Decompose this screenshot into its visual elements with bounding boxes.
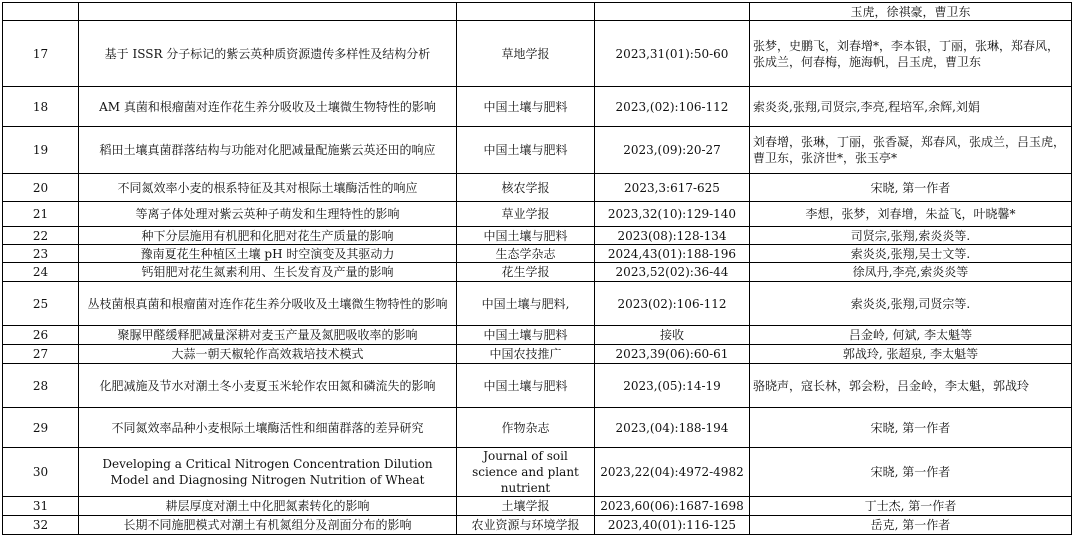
table-row	[3, 516, 1072, 535]
row-number-cell: 20	[3, 174, 79, 202]
table-row	[3, 282, 1072, 326]
table-row	[3, 364, 1072, 408]
authors-cell: 丁士杰, 第一作者	[750, 497, 1072, 516]
row-number-cell: 18	[3, 87, 79, 127]
row-number-cell: 21	[3, 202, 79, 227]
paper-title-cell: Developing a Critical Nitrogen Concentration Dilution Model and Diagnosing Nitrogen Nutrition of Wheat	[79, 448, 457, 497]
table-row	[3, 3, 1072, 21]
journal-cell: 农业资源与环境学报	[457, 516, 595, 535]
table-row	[3, 448, 1072, 497]
table-row	[3, 263, 1072, 282]
journal-cell: Journal of soil science and plant nutrient	[457, 448, 595, 497]
paper-title-cell: 基于 ISSR 分子标记的紫云英种质资源遗传多样性及结构分析	[79, 21, 457, 87]
authors-cell: 吕金岭, 何斌, 李太魁等	[750, 326, 1072, 345]
journal-cell: 中国土壤与肥料	[457, 227, 595, 245]
authors-cell: 索炎炎,张翔,司贤宗,李亮,程培军,余辉,刘娟	[750, 87, 1072, 127]
row-number-cell: 28	[3, 364, 79, 408]
row-number-cell: 27	[3, 345, 79, 364]
row-number-cell: 26	[3, 326, 79, 345]
table-row	[3, 345, 1072, 364]
journal-cell: 中国土壤与肥料	[457, 364, 595, 408]
journal-cell: 中国土壤与肥料,	[457, 282, 595, 326]
volume-pages-cell: 2023,(05):14-19	[595, 364, 750, 408]
authors-cell: 宋晓, 第一作者	[750, 408, 1072, 448]
paper-title-cell: 稻田土壤真菌群落结构与功能对化肥减量配施紫云英还田的响应	[79, 127, 457, 174]
publication-table	[2, 2, 1072, 535]
row-number-cell	[3, 3, 79, 21]
table-row	[3, 408, 1072, 448]
journal-cell: 草业学报	[457, 202, 595, 227]
authors-cell: 宋晓, 第一作者	[750, 174, 1072, 202]
paper-title-cell: 种下分层施用有机肥和化肥对花生产质量的影响	[79, 227, 457, 245]
table-row	[3, 127, 1072, 174]
journal-cell: 中国农技推广	[457, 345, 595, 364]
volume-pages-cell: 2023(02):106-112	[595, 282, 750, 326]
row-number-cell: 29	[3, 408, 79, 448]
table-row	[3, 202, 1072, 227]
paper-title-cell: 豫南夏花生种植区土壤 pH 时空演变及其驱动力	[79, 245, 457, 263]
volume-pages-cell: 2023,39(06):60-61	[595, 345, 750, 364]
row-number-cell: 25	[3, 282, 79, 326]
journal-cell: 核农学报	[457, 174, 595, 202]
volume-pages-cell: 2023,40(01):116-125	[595, 516, 750, 535]
authors-cell: 张梦，史鹏飞，刘春增*，李本银，丁丽，张琳，郑春风，张成兰，何春梅，施海帆，吕玉虎，曹卫东	[750, 21, 1072, 87]
row-number-cell: 19	[3, 127, 79, 174]
journal-cell: 作物杂志	[457, 408, 595, 448]
volume-pages-cell: 2023,22(04):4972-4982	[595, 448, 750, 497]
authors-cell: 岳克, 第一作者	[750, 516, 1072, 535]
row-number-cell: 31	[3, 497, 79, 516]
paper-title-cell	[79, 3, 457, 21]
table-row	[3, 227, 1072, 245]
volume-pages-cell: 2023,52(02):36-44	[595, 263, 750, 282]
paper-title-cell: 长期不同施肥模式对潮土有机氮组分及剖面分布的影响	[79, 516, 457, 535]
journal-cell: 土壤学报	[457, 497, 595, 516]
row-number-cell: 17	[3, 21, 79, 87]
authors-cell: 索炎炎,张翔,司贤宗等.	[750, 282, 1072, 326]
table-row	[3, 326, 1072, 345]
journal-cell: 花生学报	[457, 263, 595, 282]
paper-title-cell: 不同氮效率品种小麦根际土壤酶活性和细菌群落的差异研究	[79, 408, 457, 448]
table-row	[3, 21, 1072, 87]
paper-title-cell: 耕层厚度对潮土中化肥氮素转化的影响	[79, 497, 457, 516]
volume-pages-cell: 接收	[595, 326, 750, 345]
table-row	[3, 87, 1072, 127]
publication-table-body	[3, 3, 1072, 535]
row-number-cell: 32	[3, 516, 79, 535]
volume-pages-cell: 2023(08):128-134	[595, 227, 750, 245]
volume-pages-cell: 2023,(04):188-194	[595, 408, 750, 448]
table-row	[3, 497, 1072, 516]
row-number-cell: 30	[3, 448, 79, 497]
paper-title-cell: 丛枝菌根真菌和根瘤菌对连作花生养分吸收及土壤微生物特性的影响	[79, 282, 457, 326]
volume-pages-cell: 2023,3:617-625	[595, 174, 750, 202]
paper-title-cell: 等离子体处理对紫云英种子萌发和生理特性的影响	[79, 202, 457, 227]
authors-cell: 司贤宗,张翔,索炎炎等.	[750, 227, 1072, 245]
volume-pages-cell: 2024,43(01):188-196	[595, 245, 750, 263]
authors-cell: 刘春增，张琳，丁丽，张香凝，郑春风，张成兰，吕玉虎，曹卫东，张济世*，张玉亭*	[750, 127, 1072, 174]
journal-cell: 生态学杂志	[457, 245, 595, 263]
authors-cell: 玉虎，徐祺豪，曹卫东	[750, 3, 1072, 21]
paper-title-cell: AM 真菌和根瘤菌对连作花生养分吸收及土壤微生物特性的影响	[79, 87, 457, 127]
journal-cell: 中国土壤与肥料	[457, 127, 595, 174]
authors-cell: 李想，张梦，刘春增，朱益飞，叶晓馨*	[750, 202, 1072, 227]
authors-cell: 徐凤丹,李亮,索炎炎等	[750, 263, 1072, 282]
row-number-cell: 22	[3, 227, 79, 245]
authors-cell: 宋晓, 第一作者	[750, 448, 1072, 497]
table-row	[3, 174, 1072, 202]
paper-title-cell: 大蒜一朝天椒轮作高效栽培技术模式	[79, 345, 457, 364]
volume-pages-cell: 2023,60(06):1687-1698	[595, 497, 750, 516]
volume-pages-cell: 2023,(09):20-27	[595, 127, 750, 174]
journal-cell	[457, 3, 595, 21]
journal-cell: 草地学报	[457, 21, 595, 87]
volume-pages-cell: 2023,31(01):50-60	[595, 21, 750, 87]
paper-title-cell: 聚脲甲醛缓释肥减量深耕对麦玉产量及氮肥吸收率的影响	[79, 326, 457, 345]
volume-pages-cell	[595, 3, 750, 21]
volume-pages-cell: 2023,32(10):129-140	[595, 202, 750, 227]
paper-title-cell: 不同氮效率小麦的根系特征及其对根际土壤酶活性的响应	[79, 174, 457, 202]
authors-cell: 郭战玲, 张超泉, 李太魁等	[750, 345, 1072, 364]
journal-cell: 中国土壤与肥料	[457, 87, 595, 127]
paper-title-cell: 化肥减施及节水对潮土冬小麦夏玉米轮作农田氮和磷流失的影响	[79, 364, 457, 408]
authors-cell: 骆晓声，寇长林，郭会粉，吕金岭，李太魁，郭战玲	[750, 364, 1072, 408]
journal-cell: 中国土壤与肥料	[457, 326, 595, 345]
paper-title-cell: 钙钼肥对花生氮素利用、生长发育及产量的影响	[79, 263, 457, 282]
authors-cell: 索炎炎,张翔,吴士文等.	[750, 245, 1072, 263]
table-row	[3, 245, 1072, 263]
row-number-cell: 24	[3, 263, 79, 282]
volume-pages-cell: 2023,(02):106-112	[595, 87, 750, 127]
row-number-cell: 23	[3, 245, 79, 263]
